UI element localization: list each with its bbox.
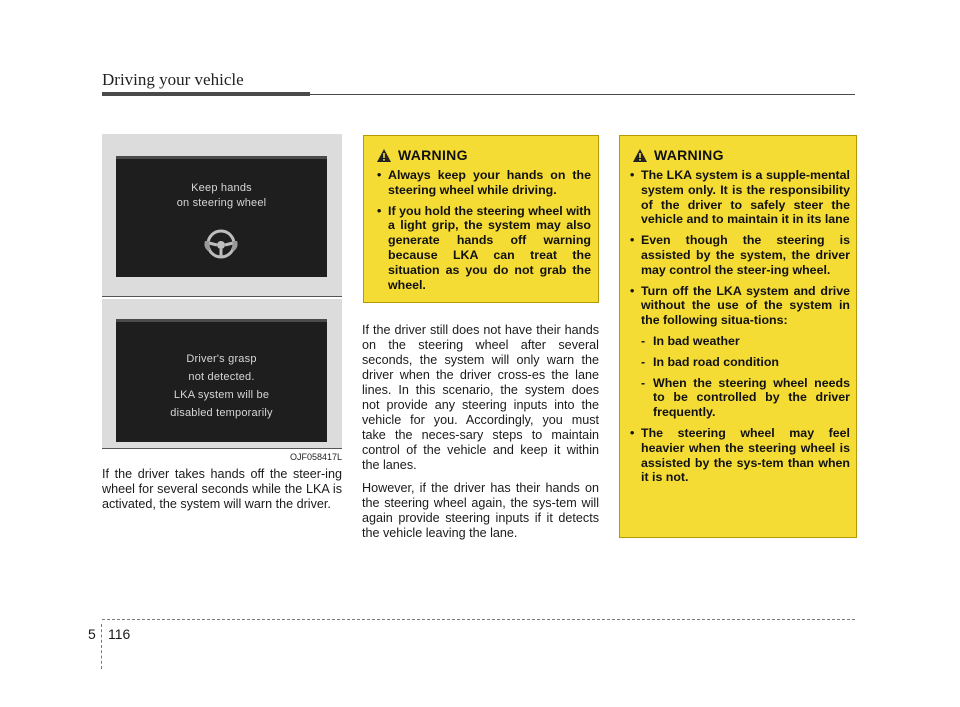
warning-item-text: Always keep your hands on the steering wheel while driving. xyxy=(388,168,591,197)
warning-item: • Turn off the LKA system and drive without the use of the system in the following situa-tions: - In bad weather - In bad road condition - When the steering wheel needs to be controlled by the driver frequently. xyxy=(630,283,850,420)
display-message: Keep hands on steering wheel xyxy=(176,182,267,209)
footer-rule xyxy=(102,619,855,621)
warning-triangle-icon xyxy=(376,148,392,163)
display-message: Driver's grasp not detected. LKA system will be disabled temporarily xyxy=(170,353,273,419)
warning-item: • Always keep your hands on the steering wheel while driving. xyxy=(377,168,591,197)
steering-wheel-hands-icon xyxy=(203,227,239,261)
header-bar xyxy=(102,92,310,96)
warning-header xyxy=(376,147,468,163)
cluster-display xyxy=(116,156,327,277)
cluster-display xyxy=(116,319,327,442)
figure-divider xyxy=(102,296,342,297)
header-rule xyxy=(310,94,855,95)
warning-list xyxy=(630,168,850,491)
figure-divider xyxy=(102,448,342,449)
body-paragraph: If the driver still does not have their hands on the steering wheel after several seconds, the system will only warn the driver when the driver cross-es the lane lines. In this scenario, the system does not provide any steering inputs into the vehicle for you. Accordingly, you must take the neces-sary steps to maintain control of the vehicle and keep it within the lanes. xyxy=(362,323,599,472)
footer-divider xyxy=(101,624,103,669)
sub-item: - In bad weather xyxy=(641,333,740,348)
warning-item: • The steering wheel may feel heavier when the steering wheel is assisted by the sys-tem than when it is not. xyxy=(630,425,850,485)
figure-grasp-not-detected xyxy=(102,299,342,462)
body-paragraph: However, if the driver has their hands on the steering wheel again, the sys-tem will again provide steering inputs if it detects the vehicle leaving the lane. xyxy=(362,481,599,540)
warning-item: • If you hold the steering wheel with a light grip, the system may also generate hands off warning because LKA can treat the situation as you do not grab the wheel. xyxy=(377,203,591,292)
body-paragraph: If the driver takes hands off the steer-ing wheel for several seconds while the LKA is activated, the system will warn the driver. xyxy=(102,467,342,511)
sub-item: - When the steering wheel needs to be controlled by the driver frequently. xyxy=(641,375,850,420)
warning-item-text: If you hold the steering wheel with a light grip, the system may also generate hands off warning because LKA can treat the situation as you do not grab the wheel. xyxy=(388,203,591,292)
warning-item: • Even though the steering is assisted by the system, the driver may control the steer-ing wheel. xyxy=(630,233,850,277)
warning-item-text: The steering wheel may feel heavier when the steering wheel is assisted by the sys-tem than when it is not. xyxy=(641,425,850,485)
warning-item-text: The LKA system is a supple-mental system only. It is the responsibility of the driver to safely steer the vehicle and to maintain it in its lane xyxy=(641,168,850,227)
sub-item-text: When the steering wheel needs to be controlled by the driver frequently. xyxy=(653,375,850,420)
warning-title: WARNING xyxy=(654,147,724,163)
warning-triangle-icon xyxy=(632,148,648,163)
page-number: 116 xyxy=(108,626,131,642)
warning-title: WARNING xyxy=(398,147,468,163)
warning-header xyxy=(632,147,724,163)
warning-box xyxy=(619,135,857,538)
sub-item-text: In bad road condition xyxy=(653,354,779,369)
warning-item-text: Turn off the LKA system and drive without the use of the system in the following situa-tions: xyxy=(641,283,850,328)
sub-item: - In bad road condition xyxy=(641,354,779,369)
figure-code: OJF058417L xyxy=(289,452,342,462)
section-number: 5 xyxy=(88,626,96,642)
warning-box xyxy=(363,135,599,303)
warning-list xyxy=(377,168,591,298)
warning-item: • The LKA system is a supple-mental system only. It is the responsibility of the driver to safely steer the vehicle and to maintain it in its lane xyxy=(630,168,850,227)
warning-item-text: Even though the steering is assisted by the system, the driver may control the steer-ing wheel. xyxy=(641,233,850,277)
sub-item-text: In bad weather xyxy=(653,333,740,348)
page-header-title: Driving your vehicle xyxy=(102,70,244,89)
figure-keep-hands xyxy=(102,134,342,296)
